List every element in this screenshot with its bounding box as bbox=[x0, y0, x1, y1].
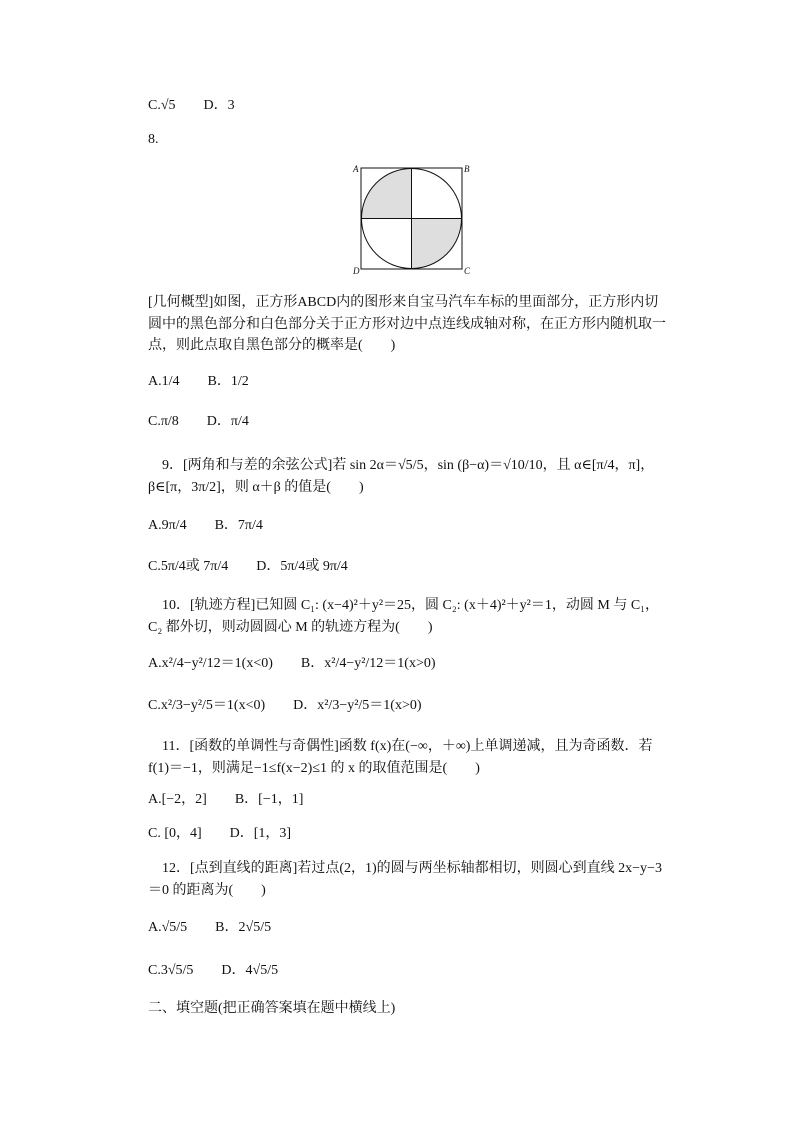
q10-options-cd: C.x²/3−y²/5＝1(x<0) D．x²/3−y²/5＝1(x>0) bbox=[148, 698, 422, 713]
q10-options-ab: A.x²/4−y²/12＝1(x<0) B．x²/4−y²/12＝1(x>0) bbox=[148, 656, 436, 671]
q8-options-cd: C.π/8 D．π/4 bbox=[148, 414, 249, 429]
q12-options-ab: A.√5/5 B．2√5/5 bbox=[148, 920, 272, 935]
q7-options-tail: C.√5 D．3 bbox=[148, 98, 235, 113]
q9-options-ab: A.9π/4 B．7π/4 bbox=[148, 518, 263, 533]
q8-stem: [几何概型]如图，正方形ABCD内的图形来自宝马汽车车标的里面部分，正方形内切圆中的黑色部分和白色部分关于正方形对边中点连线成轴对称，在正方形内随机取一点，则此点取自黑色部分的概率是( ) bbox=[148, 295, 666, 353]
q12-options-cd: C.3√5/5 D．4√5/5 bbox=[148, 963, 279, 978]
shaded-quadrant-bottom-right bbox=[412, 219, 462, 269]
q8-options-ab: A.1/4 B．1/2 bbox=[148, 374, 249, 389]
q9-stem: 9．[两角和与差的余弦公式]若 sin 2α＝√5/5，sin (β−α)＝√10/10，且 α∈[π/4，π]，β∈[π，3π/2]，则 α＋β 的值是( ) bbox=[148, 458, 655, 495]
label-b: B bbox=[464, 164, 470, 174]
q8-number: 8. bbox=[148, 132, 159, 147]
label-d: D bbox=[353, 266, 360, 276]
q12-stem: 12．[点到直线的距离]若过点(2，1)的圆与两坐标轴都相切，则圆心到直线 2x−y−3＝0 的距离为( ) bbox=[148, 861, 662, 898]
shaded-quadrant-top-left bbox=[362, 169, 412, 219]
q8-figure bbox=[350, 162, 475, 282]
q10-stem: 10．[轨迹方程]已知圆 C₁: (x−4)²＋y²＝25，圆 C₂: (x＋4)²＋y²＝1，动圆 M 与 C₁，C₂ 都外切，则动圆圆心 M 的轨迹方程为( ) bbox=[148, 598, 660, 635]
q9-options-cd: C.5π/4或 7π/4 D．5π/4或 9π/4 bbox=[148, 559, 348, 574]
q11-options-ab: A.[−2，2] B．[−1，1] bbox=[148, 792, 304, 807]
label-a: A bbox=[353, 164, 359, 174]
q11-stem: 11．[函数的单调性与奇偶性]函数 f(x)在(−∞，＋∞)上单调递减，且为奇函数．若 f(1)＝−1，则满足−1≤f(x−2)≤1 的 x 的取值范围是( ) bbox=[148, 739, 653, 776]
q8-bmw-logo-diagram bbox=[350, 162, 475, 277]
label-c: C bbox=[464, 266, 471, 276]
section-2-heading: 二、填空题(把正确答案填在题中横线上) bbox=[148, 1001, 396, 1016]
q11-options-cd: C. [0，4] D．[1，3] bbox=[148, 826, 292, 841]
